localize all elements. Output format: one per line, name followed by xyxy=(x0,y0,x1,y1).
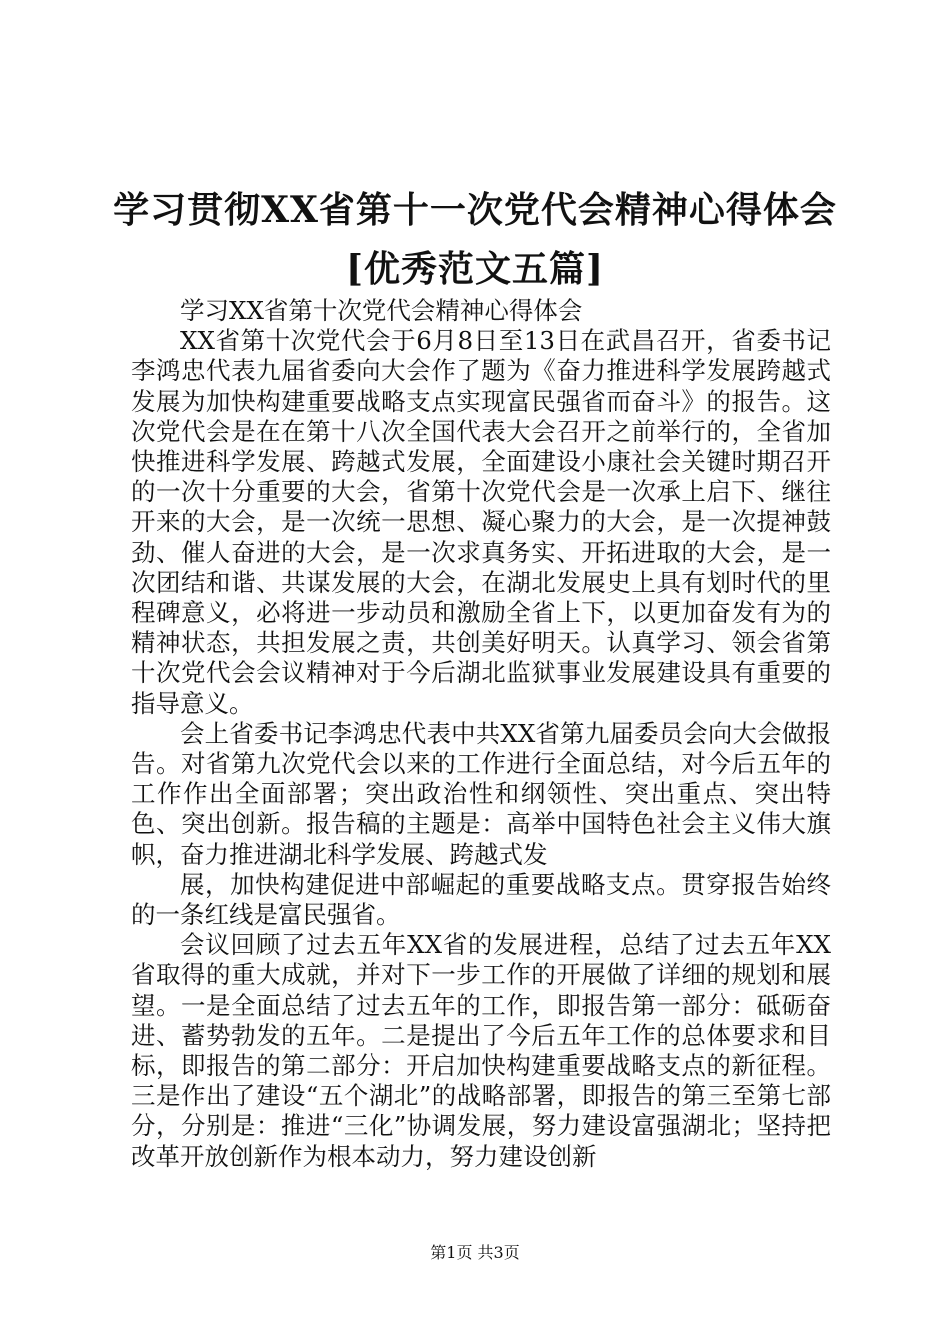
document-title-line2: [优秀范文五篇] xyxy=(345,248,605,290)
body-paragraph: 展，加快构建促进中部崛起的重要战略支点。贯穿报告始终的一条红线是富民强省。 xyxy=(131,869,831,930)
body-paragraph: 会上省委书记李鸿忠代表中共XX省第九届委员会向大会做报告。对省第九次党代会以来的工作进行全面总结，对今后五年的工作作出全面部署；突出政治性和纲领性、突出重点、突出特色、突出创新。报告稿的主题是：高举中国特色社会主义伟大旗帜，奋力推进湖北科学发展、跨越式发 xyxy=(131,718,831,869)
document-subtitle: 学习XX省第十次党代会精神心得体会 xyxy=(180,296,583,325)
document-title-line1: 学习贯彻XX省第十一次党代会精神心得体会 xyxy=(113,189,837,231)
document-body xyxy=(131,296,831,1172)
page-footer: 第1页 共3页 xyxy=(430,1243,520,1262)
body-paragraph: 会议回顾了过去五年XX省的发展进程，总结了过去五年XX省取得的重大成就，并对下一步工作的开展做了详细的规划和展望。一是全面总结了过去五年的工作，即报告第一部分：砥砺奋进、蓄势勃发的五年。二是提出了今后五年工作的总体要求和目标，即报告的第二部分：开启加快构建重要战略支点的新征程。三是作出了建设“五个湖北”的战略部署，即报告的第三至第七部分，分别是：推进“三化”协调发展，努力建设富强湖北；坚持把改革开放创新作为根本动力，努力建设创新 xyxy=(131,930,831,1171)
body-paragraph: XX省第十次党代会于6月8日至13日在武昌召开，省委书记李鸿忠代表九届省委向大会作了题为《奋力推进科学发展跨越式发展为加快构建重要战略支点实现富民强省而奋斗》的报告。这次党代会是在在第十八次全国代表大会召开之前举行的，全省加快推进科学发展、跨越式发展，全面建设小康社会关键时期召开的一次十分重要的大会，省第十次党代会是一次承上启下、继往开来的大会，是一次统一思想、凝心聚力的大会，是一次提神鼓劲、催人奋进的大会，是一次求真务实、开拓进取的大会，是一次团结和谐、共谋发展的大会，在湖北发展史上具有划时代的里程碑意义，必将进一步动员和激励全省上下，以更加奋发有为的精神状态，共担发展之责，共创美好明天。认真学习、领会省第十次党代会会议精神对于今后湖北监狱事业发展建设具有重要的指导意义。 xyxy=(131,326,831,718)
